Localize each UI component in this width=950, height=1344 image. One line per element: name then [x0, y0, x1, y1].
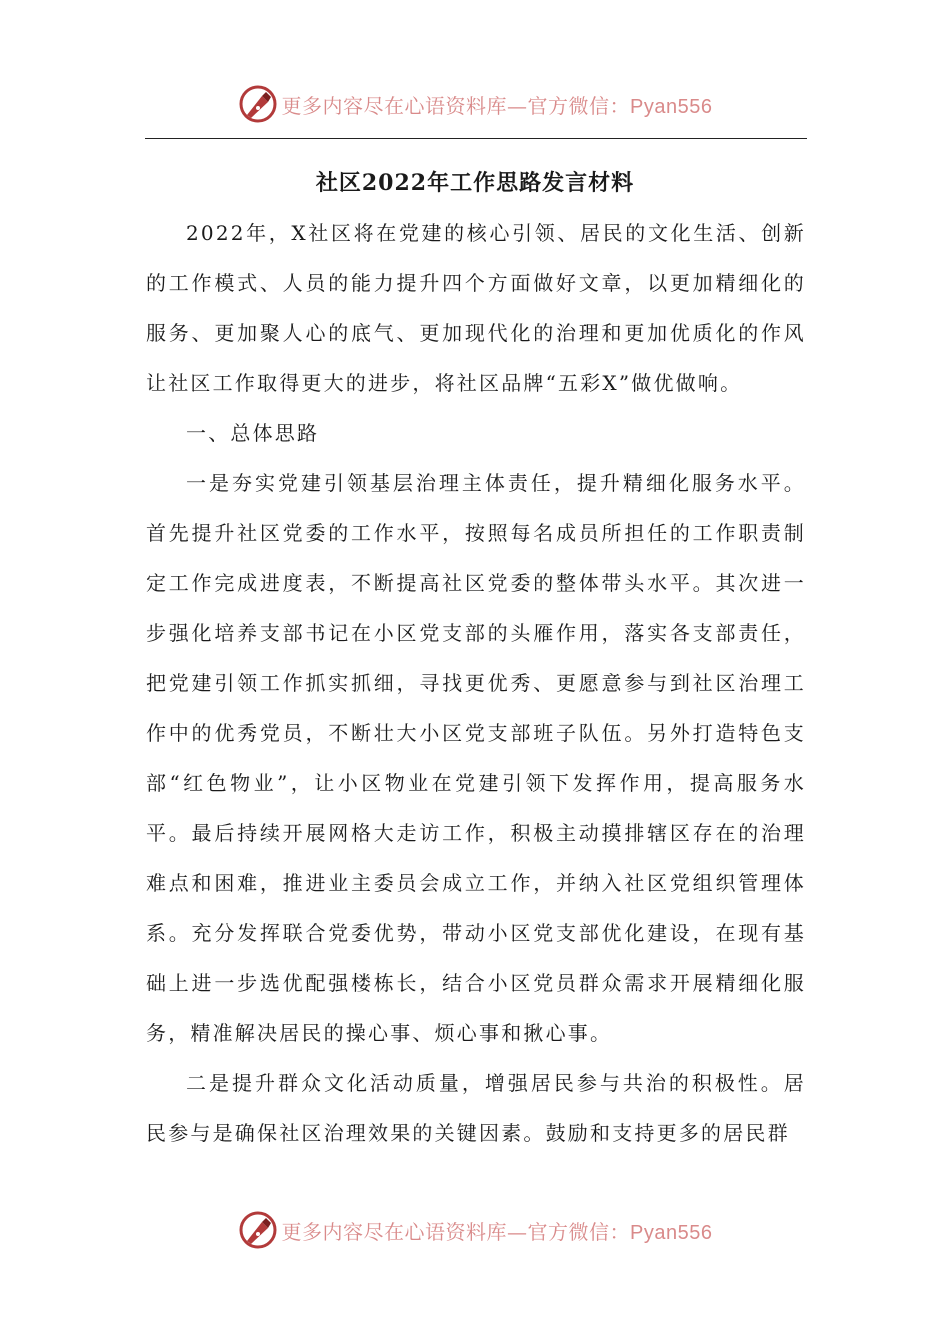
pen-nib-logo-icon	[238, 84, 278, 124]
header-divider	[145, 138, 807, 139]
paragraph-point-two: 二是提升群众文化活动质量，增强居民参与共治的积极性。居民参与是确保社区治理效果的关键因素。鼓励和支持更多的居民群	[146, 1071, 806, 1145]
paragraph-intro: 2022年，X社区将在党建的核心引领、居民的文化生活、创新的工作模式、人员的能力提升四个方面做好文章，以更加精细化的服务、更加聚人心的底气、更加现代化的治理和更加优质化的作风让社区工作取得更大的进步，将社区品牌“五彩X”做优做响。	[146, 221, 806, 395]
watermark-text: 更多内容尽在心语资料库—官方微信：Pyan556	[281, 93, 713, 118]
header-watermark	[0, 82, 950, 126]
wechat-account: Pyan556	[630, 1221, 713, 1244]
watermark-text: 更多内容尽在心语资料库—官方微信：Pyan556	[281, 1219, 713, 1244]
pen-nib-logo-icon	[238, 1210, 278, 1250]
footer-watermark	[0, 1208, 950, 1252]
wechat-account: Pyan556	[630, 95, 713, 118]
section-heading: 一、总体思路	[186, 421, 320, 445]
document-body	[146, 208, 806, 1158]
paragraph-point-one: 一是夯实党建引领基层治理主体责任，提升精细化服务水平。首先提升社区党委的工作水平，按照每名成员所担任的工作职责制定工作完成进度表，不断提高社区党委的整体带头水平。其次进一步强化培养支部书记在小区党支部的头雁作用，落实各支部责任，把党建引领工作抓实抓细，寻找更优秀、更愿意参与到社区治理工作中的优秀党员，不断壮大小区党支部班子队伍。另外打造特色支部“红色物业”，让小区物业在党建引领下发挥作用，提高服务水平。最后持续开展网格大走访工作，积极主动摸排辖区存在的治理难点和困难，推进业主委员会成立工作，并纳入社区党组织管理体系。充分发挥联合党委优势，带动小区党支部优化建设，在现有基础上进一步选优配强楼栋长，结合小区党员群众需求开展精细化服务，精准解决居民的操心事、烦心事和揪心事。	[146, 471, 806, 1045]
document-title: 社区2022年工作思路发言材料	[315, 170, 635, 196]
